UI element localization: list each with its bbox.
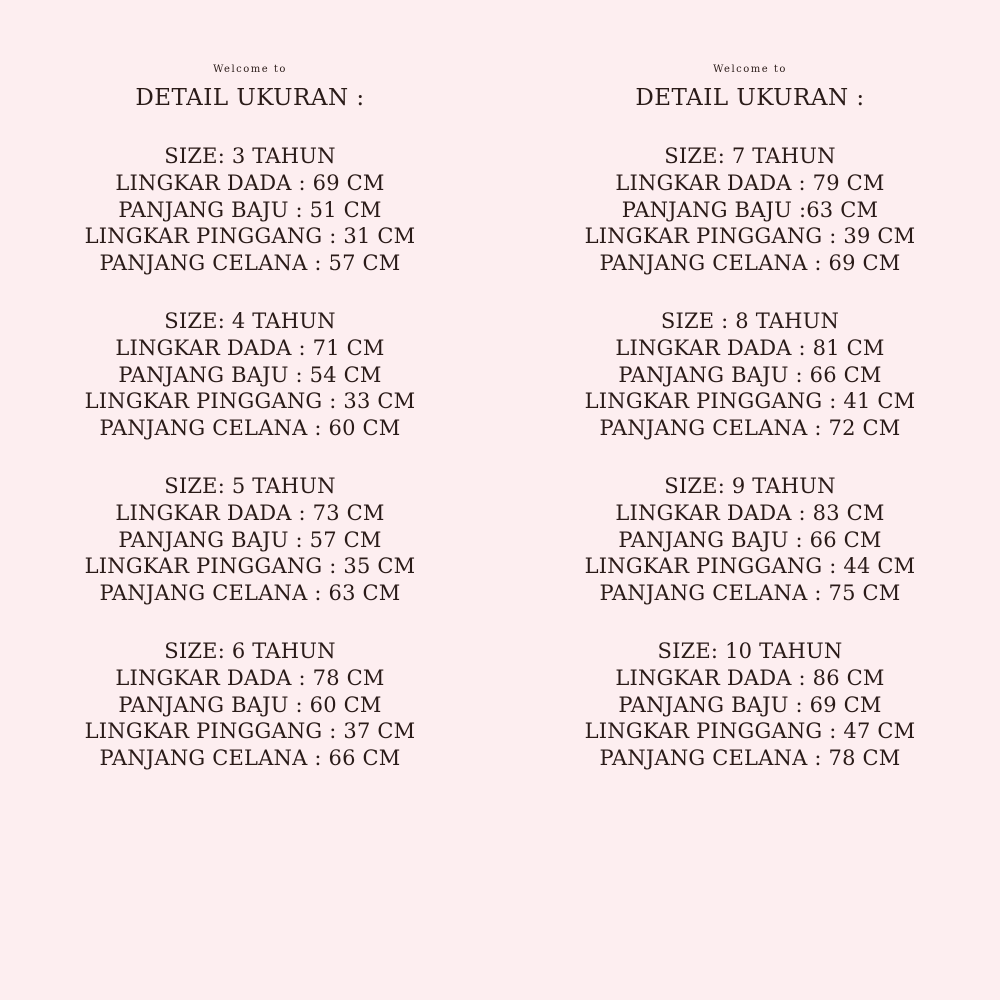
measurement-line: PANJANG BAJU : 66 CM: [618, 527, 882, 552]
page-title: DETAIL UKURAN :: [135, 85, 365, 111]
size-heading: SIZE: 3 TAHUN: [164, 144, 336, 168]
measurement-line: LINGKAR PINGGANG : 41 CM: [584, 389, 916, 414]
measurement-line: LINGKAR PINGGANG : 31 CM: [84, 224, 416, 249]
size-block-10-tahun: [500, 638, 1000, 772]
measurement-line: LINGKAR DADA : 83 CM: [615, 500, 885, 525]
measurement-line: PANJANG CELANA : 69 CM: [599, 251, 901, 276]
welcome-label: Welcome to: [713, 64, 787, 75]
measurement-line: PANJANG CELANA : 66 CM: [99, 746, 401, 771]
measurement-line: LINGKAR DADA : 73 CM: [115, 500, 385, 525]
size-heading: SIZE: 9 TAHUN: [664, 473, 836, 498]
measurement-line: LINGKAR DADA : 71 CM: [115, 335, 385, 360]
measurement-line: LINGKAR PINGGANG : 47 CM: [584, 719, 916, 744]
measurement-line: PANJANG CELANA : 75 CM: [599, 581, 901, 606]
size-block-4-tahun: [0, 308, 500, 442]
measurement-line: LINGKAR DADA : 69 CM: [115, 170, 385, 195]
size-block-5-tahun: [0, 473, 500, 607]
welcome-label: Welcome to: [213, 64, 287, 75]
measurement-line: PANJANG CELANA : 63 CM: [99, 581, 401, 606]
measurement-line: LINGKAR PINGGANG : 35 CM: [84, 554, 416, 579]
measurement-line: LINGKAR PINGGANG : 39 CM: [584, 224, 916, 249]
size-heading: SIZE: 6 TAHUN: [164, 638, 336, 663]
measurement-line: LINGKAR DADA : 78 CM: [115, 665, 385, 690]
measurement-line: PANJANG BAJU : 66 CM: [618, 362, 882, 387]
measurement-line: LINGKAR PINGGANG : 37 CM: [84, 719, 416, 744]
size-chart-column-right: [500, 0, 1000, 1000]
measurement-line: PANJANG CELANA : 60 CM: [99, 416, 401, 441]
size-block-9-tahun: [500, 473, 1000, 607]
measurement-line: LINGKAR DADA : 79 CM: [615, 170, 885, 195]
measurement-line: PANJANG BAJU : 69 CM: [618, 692, 882, 717]
size-block-8-tahun: [500, 308, 1000, 442]
measurement-line: LINGKAR DADA : 81 CM: [615, 335, 885, 360]
size-heading: SIZE : 8 TAHUN: [660, 308, 840, 333]
size-heading: SIZE: 5 TAHUN: [164, 473, 336, 498]
measurement-line: PANJANG BAJU :63 CM: [621, 197, 879, 222]
measurement-line: LINGKAR PINGGANG : 44 CM: [584, 554, 916, 579]
page-title: DETAIL UKURAN :: [635, 85, 865, 111]
measurement-line: PANJANG BAJU : 60 CM: [118, 692, 382, 717]
size-heading: SIZE: 4 TAHUN: [164, 308, 336, 333]
measurement-line: PANJANG BAJU : 57 CM: [118, 527, 382, 552]
size-block-3-tahun: [0, 143, 500, 277]
measurement-line: PANJANG CELANA : 57 CM: [99, 251, 401, 276]
measurement-line: PANJANG BAJU : 51 CM: [118, 197, 382, 222]
size-heading: SIZE: 7 TAHUN: [664, 144, 836, 168]
measurement-line: LINGKAR PINGGANG : 33 CM: [84, 389, 416, 414]
measurement-line: PANJANG CELANA : 78 CM: [599, 746, 901, 771]
size-heading: SIZE: 10 TAHUN: [657, 638, 843, 663]
size-block-7-tahun: [500, 143, 1000, 277]
measurement-line: PANJANG CELANA : 72 CM: [599, 416, 901, 441]
measurement-line: PANJANG BAJU : 54 CM: [118, 362, 382, 387]
size-block-6-tahun: [0, 638, 500, 772]
measurement-line: LINGKAR DADA : 86 CM: [615, 665, 885, 690]
